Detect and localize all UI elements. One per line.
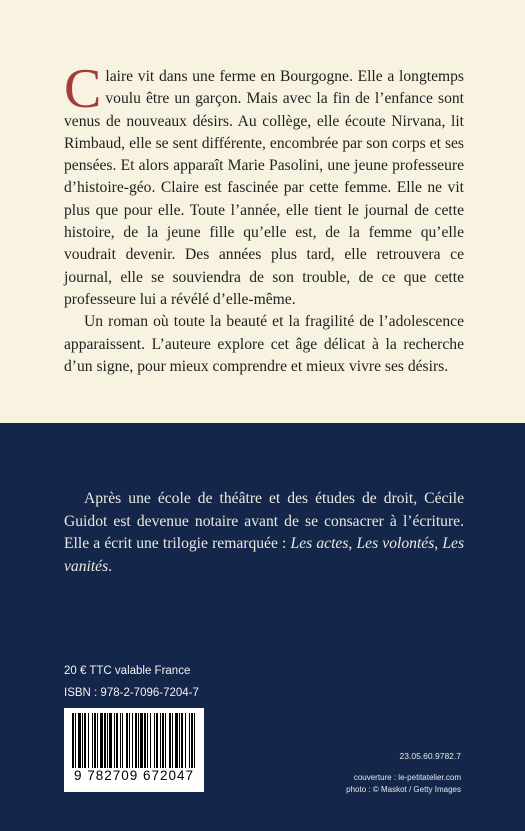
barcode-bar: [122, 713, 123, 768]
barcode-bar: [156, 713, 158, 768]
barcode-bar: [126, 713, 128, 768]
reference-code: 23.05.60.9782.7: [399, 751, 461, 761]
barcode-bar: [194, 713, 195, 768]
barcode-bar: [109, 713, 112, 768]
price-label: 20 € TTC valable France: [64, 665, 191, 677]
barcode-bar: [140, 713, 143, 768]
barcode-bar: [162, 713, 164, 768]
barcode-bar: [114, 713, 115, 768]
blurb-paragraph-1: [64, 58, 464, 311]
barcode-bar: [165, 713, 166, 768]
barcode-bar: [147, 713, 148, 768]
barcode: [64, 708, 204, 792]
barcode-bar: [138, 713, 139, 768]
barcode-bar: [75, 713, 76, 768]
barcode-bar: [107, 713, 108, 768]
drop-cap: C: [64, 58, 102, 120]
bio-title-1: Les actes: [290, 535, 349, 552]
author-bio: [64, 488, 464, 578]
barcode-bar: [191, 713, 193, 768]
barcode-bar: [94, 713, 96, 768]
barcode-bar: [104, 713, 106, 768]
blurb-paragraph-1-text: laire vit dans une ferme en Bourgogne. Elle a longtemps voulu être un garçon. Mais avec la fin de l’enfance sont venus de nouveaux désirs. Au collège, elle écoute Nirvana, lit Rimbaud, elle se sent différente, encombrée par son corps et ses pensées. Et alors apparaît Marie Pasolini, une jeune professeure d’histoire-géo. Claire est fascinée par cette femme. Elle ne vit plus que pour elle. Toute l’année, elle tient le journal de cette histoire, de la jeune fille qu’elle est, de la femme qu’elle voudrait devenir. Des années plus tard, elle retrouvera ce journal, elle se souviendra de son trouble, de ce que cette professeure lui a révélé d’elle-même.: [64, 68, 464, 308]
cover-credit: couverture : le-petitatelier.com: [353, 773, 461, 782]
barcode-bar: [160, 713, 161, 768]
photo-credit: photo : © Maskot / Getty Images: [346, 785, 461, 794]
barcode-bar: [92, 713, 93, 768]
barcode-bar: [154, 713, 155, 768]
isbn-label: ISBN : 978-2-7096-7204-7: [64, 687, 199, 699]
bio-text: Après une école de théâtre et des études de droit, Cécile Guidot est devenue notaire avant de se consacrer à l’écriture. Elle a écrit une trilogie remarquée :: [64, 490, 464, 552]
barcode-bar: [185, 713, 186, 768]
bio-separator-2: ,: [434, 535, 443, 552]
barcode-bar: [120, 713, 121, 768]
book-blurb: [64, 58, 464, 378]
bio-end: .: [108, 557, 113, 575]
barcode-bar: [175, 713, 178, 768]
barcode-digits: 9 782709 672047: [73, 768, 195, 783]
bio-title-2: Les volontés: [356, 535, 435, 552]
barcode-bar: [97, 713, 98, 768]
barcode-bar: [82, 713, 83, 768]
barcode-bar: [135, 713, 137, 768]
barcode-bar: [72, 713, 74, 768]
blurb-paragraph-2: Un roman où toute la beauté et la fragilité de l’adolescence apparaissent. L’auteure explore cet âge délicat à la recherche d’un signe, pour mieux comprendre et mieux vivre ses désirs.: [64, 313, 464, 375]
bio-title-3: Les vanités: [64, 535, 465, 575]
barcode-bar: [132, 713, 133, 768]
barcode-bar: [129, 713, 130, 768]
barcode-bar: [189, 713, 190, 768]
barcode-bar: [179, 713, 180, 768]
barcode-bar: [88, 713, 89, 768]
barcode-bar: [172, 713, 173, 768]
barcode-bar: [100, 713, 103, 768]
barcode-bar: [150, 713, 151, 768]
barcode-bar: [144, 713, 146, 768]
barcode-bar: [169, 713, 171, 768]
bio-separator-1: ,: [348, 535, 357, 552]
barcode-bar: [116, 713, 118, 768]
barcode-bars: [72, 713, 196, 768]
barcode-bar: [78, 713, 81, 768]
barcode-bar: [181, 713, 183, 768]
barcode-bar: [84, 713, 86, 768]
